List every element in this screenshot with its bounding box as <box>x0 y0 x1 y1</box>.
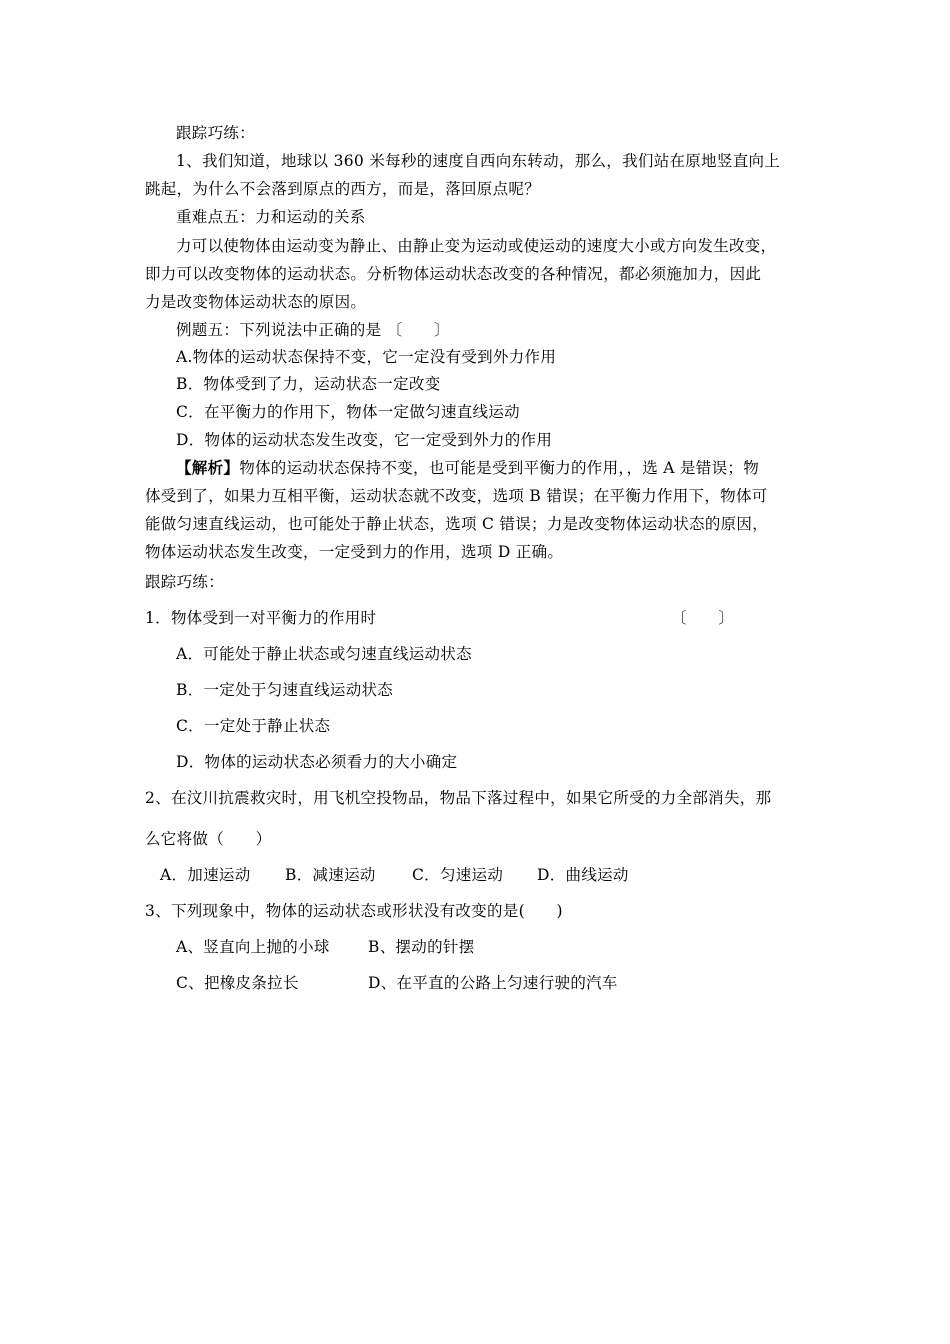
question-1-option-d: D．物体的运动状态必须看力的大小确定 <box>176 753 458 771</box>
question-2-option-d: D．曲线运动 <box>537 866 629 884</box>
example-option-d: D．物体的运动状态发生改变，它一定受到外力的作用 <box>176 431 553 449</box>
question-3-stem: 3、下列现象中，物体的运动状态或形状没有改变的是( ) <box>145 902 563 920</box>
example-stem: 例题五：下列说法中正确的是 〔 〕 <box>176 321 450 339</box>
question-2-line: 么它将做（ ） <box>145 830 272 848</box>
analysis-label: 【解析】 <box>176 458 240 477</box>
question-2-option-c: C．匀速运动 <box>412 866 504 884</box>
question-1-answer-bracket: 〔 〕 <box>671 609 735 627</box>
question-1-stem: 1．物体受到一对平衡力的作用时 <box>145 609 377 627</box>
analysis-text: 物体的运动状态保持不变，也可能是受到平衡力的作用，，选 A 是错误；物 <box>239 459 760 477</box>
practice-question-line: 跳起，为什么不会落到原点的西方，而是，落回原点呢？ <box>145 180 541 198</box>
example-option-c: C．在平衡力的作用下，物体一定做匀速直线运动 <box>176 403 520 421</box>
question-3-option-c: C、把橡皮条拉长 <box>176 974 299 992</box>
practice-heading: 跟踪巧练： <box>145 573 225 591</box>
paragraph-line: 即力可以改变物体的运动状态。分析物体运动状态改变的各种情况，都必须施加力，因此 <box>145 265 762 283</box>
practice-heading: 跟踪巧练： <box>176 124 256 142</box>
question-2-line: 2、在汶川抗震救灾时，用飞机空投物品，物品下落过程中，如果它所受的力全部消失，那 <box>145 789 772 807</box>
analysis-line: 体受到了，如果力互相平衡，运动状态就不改变，选项 B 错误；在平衡力作用下，物体可 <box>145 487 768 505</box>
analysis-line: 能做匀速直线运动，也可能处于静止状态，选项 C 错误；力是改变物体运动状态的原因， <box>145 515 769 533</box>
practice-question-line: 1、我们知道，地球以 360 米每秒的速度自西向东转动，那么，我们站在原地竖直向上 <box>176 152 781 170</box>
question-3-option-d: D、在平直的公路上匀速行驶的汽车 <box>368 974 618 992</box>
paragraph-line: 力是改变物体运动状态的原因。 <box>145 293 367 311</box>
example-option-b: B．物体受到了力，运动状态一定改变 <box>176 375 441 393</box>
question-1-option-b: B．一定处于匀速直线运动状态 <box>176 681 394 699</box>
paragraph-line: 力可以使物体由运动变为静止、由静止变为运动或使运动的速度大小或方向发生改变， <box>176 237 777 255</box>
analysis-line <box>176 458 759 478</box>
question-2-option-a: A．加速运动 <box>160 866 251 884</box>
question-1-option-a: A．可能处于静止状态或匀速直线运动状态 <box>176 645 472 663</box>
question-3-option-b: B、摆动的针摆 <box>368 938 475 956</box>
section-heading: 重难点五：力和运动的关系 <box>176 208 366 226</box>
question-2-option-b: B．减速运动 <box>285 866 376 884</box>
question-3-option-a: A、竖直向上抛的小球 <box>176 938 330 956</box>
question-1-option-c: C．一定处于静止状态 <box>176 717 331 735</box>
example-option-a: A.物体的运动状态保持不变，它一定没有受到外力作用 <box>176 348 557 366</box>
analysis-line: 物体运动状态发生改变，一定受到力的作用，选项 D 正确。 <box>145 543 564 561</box>
